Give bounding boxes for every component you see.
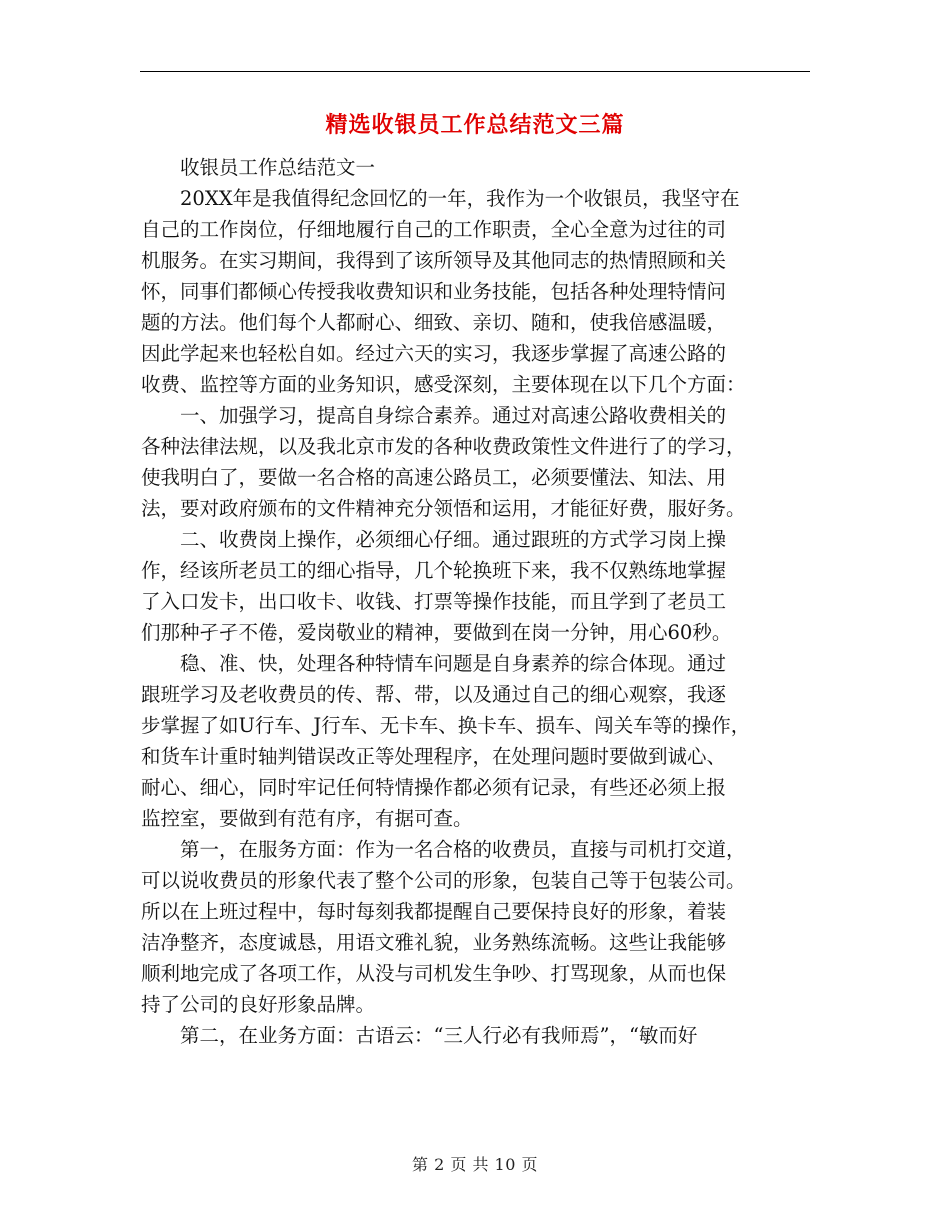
text-line: 二、收费岗上操作，必须细心仔细。通过跟班的方式学习岗上操 (180, 528, 727, 551)
text-line: 收银员工作总结范文一 (180, 156, 376, 179)
text-line: 自己的工作岗位，仔细地履行自己的工作职责，全心全意为过往的司 (141, 218, 727, 241)
text-line: 20XX年是我值得纪念回忆的一年，我作为一个收银员，我坚守在 (180, 187, 740, 210)
text-line: 跟班学习及老收费员的传、帮、带，以及通过自己的细心观察，我逐 (141, 683, 727, 706)
text-line: 稳、准、快，处理各种特情车问题是自身素养的综合体现。通过 (180, 652, 727, 675)
text-line: 了入口发卡，出口收卡、收钱、打票等操作技能，而且学到了老员工 (141, 590, 727, 613)
text-line: 监控室，要做到有范有序，有据可查。 (141, 807, 473, 830)
text-line: 们那种孑孑不倦，爱岗敬业的精神，要做到在岗一分钟，用心60秒。 (141, 621, 732, 644)
text-line: 顺利地完成了各项工作，从没与司机发生争吵、打骂现象，从而也保 (141, 962, 727, 985)
text-line: 机服务。在实习期间，我得到了该所领导及其他同志的热情照顾和关 (141, 249, 727, 272)
text-line: 法，要对政府颁布的文件精神充分领悟和运用，才能征好费，服好务。 (141, 497, 746, 520)
paragraph (141, 400, 811, 524)
header-rule (140, 71, 810, 72)
paragraph (141, 183, 811, 400)
text-line: 所以在上班过程中，每时每刻我都提醒自己要保持良好的形象，着装 (141, 900, 727, 923)
text-line: 各种法律法规，以及我北京市发的各种收费政策性文件进行了的学习， (141, 435, 746, 458)
text-line: 收费、监控等方面的业务知识，感受深刻，主要体现在以下几个方面： (141, 373, 746, 396)
text-line: 洁净整齐，态度诚恳，用语文雅礼貌，业务熟练流畅。这些让我能够 (141, 931, 727, 954)
page-number: 第 2 页 共 10 页 (412, 1155, 538, 1174)
text-line: 怀，同事们都倾心传授我收费知识和业务技能，包括各种处理特情问 (141, 280, 727, 303)
text-line: 题的方法。他们每个人都耐心、细致、亲切、随和，使我倍感温暖， (141, 311, 727, 334)
text-line: 可以说收费员的形象代表了整个公司的形象，包装自己等于包装公司。 (141, 869, 746, 892)
paragraph (141, 1020, 811, 1051)
text-line: 作，经该所老员工的细心指导，几个轮换班下来，我不仅熟练地掌握 (141, 559, 727, 582)
text-line: 第二，在业务方面：古语云：“三人行必有我师焉”，“敏而好 (180, 1024, 698, 1047)
paragraph (141, 834, 811, 1020)
paragraph (141, 152, 811, 183)
paragraph (141, 648, 811, 834)
paragraph (141, 524, 811, 648)
document-title: 精选收银员工作总结范文三篇 (325, 113, 625, 138)
text-line: 第一，在服务方面：作为一名合格的收费员，直接与司机打交道， (180, 838, 746, 861)
text-line: 一、加强学习，提高自身综合素养。通过对高速公路收费相关的 (180, 404, 727, 427)
text-line: 步掌握了如U行车、J行车、无卡车、换卡车、损车、闯关车等的操作， (141, 714, 751, 737)
text-line: 使我明白了，要做一名合格的高速公路员工，必须要懂法、知法、用 (141, 466, 727, 489)
document-body (141, 152, 811, 1051)
text-line: 耐心、细心，同时牢记任何特情操作都必须有记录，有些还必须上报 (141, 776, 727, 799)
text-line: 和货车计重时轴判错误改正等处理程序，在处理问题时要做到诚心、 (141, 745, 727, 768)
text-line: 持了公司的良好形象品牌。 (141, 993, 376, 1016)
text-line: 因此学起来也轻松自如。经过六天的实习，我逐步掌握了高速公路的 (141, 342, 727, 365)
